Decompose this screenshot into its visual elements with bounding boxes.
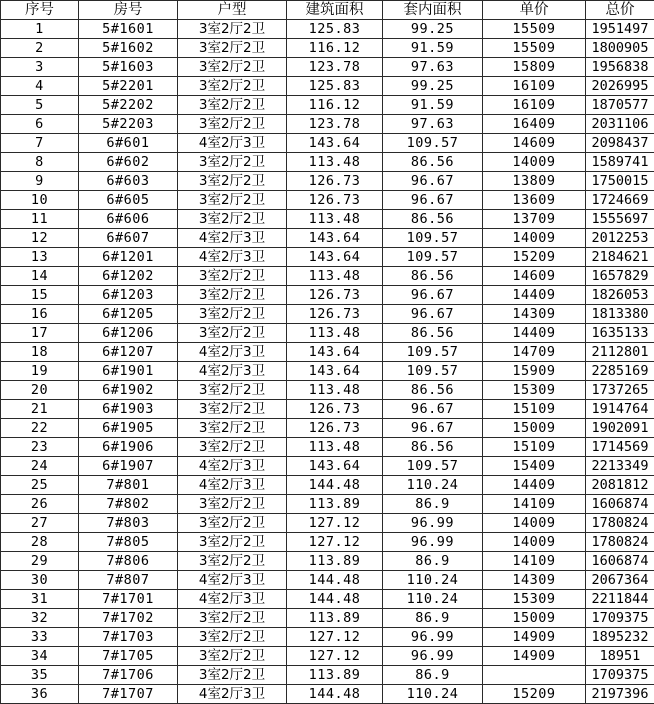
cell-inner-area: 99.25 <box>383 20 483 39</box>
cell-seq: 32 <box>1 609 79 628</box>
cell-total-price: 2197396 <box>586 685 654 704</box>
cell-unit-price: 15109 <box>483 438 586 457</box>
cell-total-price: 2067364 <box>586 571 654 590</box>
cell-inner-area: 110.24 <box>383 571 483 590</box>
cell-seq: 33 <box>1 628 79 647</box>
cell-layout: 4室2厅3卫 <box>178 362 287 381</box>
cell-building-area: 144.48 <box>287 590 383 609</box>
cell-room: 5#1601 <box>79 20 178 39</box>
cell-building-area: 123.78 <box>287 58 383 77</box>
cell-layout: 3室2厅2卫 <box>178 286 287 305</box>
cell-unit-price: 15509 <box>483 39 586 58</box>
cell-room: 7#1701 <box>79 590 178 609</box>
cell-unit-price: 14909 <box>483 647 586 666</box>
cell-seq: 7 <box>1 134 79 153</box>
cell-total-price: 2026995 <box>586 77 654 96</box>
cell-layout: 3室2厅2卫 <box>178 20 287 39</box>
cell-total-price: 1737265 <box>586 381 654 400</box>
cell-layout: 3室2厅2卫 <box>178 39 287 58</box>
cell-total-price: 1870577 <box>586 96 654 115</box>
cell-layout: 3室2厅2卫 <box>178 115 287 134</box>
cell-seq: 34 <box>1 647 79 666</box>
cell-seq: 23 <box>1 438 79 457</box>
cell-room: 6#1903 <box>79 400 178 419</box>
cell-layout: 3室2厅2卫 <box>178 419 287 438</box>
cell-inner-area: 86.56 <box>383 438 483 457</box>
cell-total-price: 1657829 <box>586 267 654 286</box>
cell-building-area: 113.48 <box>287 153 383 172</box>
cell-unit-price: 15009 <box>483 609 586 628</box>
cell-unit-price: 14309 <box>483 571 586 590</box>
cell-total-price: 2112801 <box>586 343 654 362</box>
cell-inner-area: 86.9 <box>383 609 483 628</box>
table-row <box>1 191 654 210</box>
cell-seq: 21 <box>1 400 79 419</box>
cell-room: 6#1201 <box>79 248 178 267</box>
cell-inner-area: 96.67 <box>383 305 483 324</box>
cell-layout: 3室2厅2卫 <box>178 77 287 96</box>
cell-layout: 3室2厅2卫 <box>178 172 287 191</box>
cell-seq: 3 <box>1 58 79 77</box>
cell-layout: 4室2厅3卫 <box>178 590 287 609</box>
cell-building-area: 143.64 <box>287 248 383 267</box>
cell-room: 6#601 <box>79 134 178 153</box>
table-row <box>1 514 654 533</box>
cell-inner-area: 86.56 <box>383 267 483 286</box>
table-row <box>1 438 654 457</box>
cell-layout: 4室2厅3卫 <box>178 343 287 362</box>
cell-inner-area: 86.9 <box>383 495 483 514</box>
cell-room: 7#806 <box>79 552 178 571</box>
cell-inner-area: 110.24 <box>383 590 483 609</box>
cell-inner-area: 99.25 <box>383 77 483 96</box>
table-row <box>1 39 654 58</box>
cell-total-price: 2081812 <box>586 476 654 495</box>
cell-layout: 3室2厅2卫 <box>178 267 287 286</box>
cell-seq: 10 <box>1 191 79 210</box>
cell-room: 5#1603 <box>79 58 178 77</box>
cell-total-price: 1724669 <box>586 191 654 210</box>
table-row <box>1 685 654 704</box>
cell-building-area: 116.12 <box>287 39 383 58</box>
cell-unit-price: 14109 <box>483 552 586 571</box>
cell-seq: 4 <box>1 77 79 96</box>
cell-seq: 36 <box>1 685 79 704</box>
table-row <box>1 305 654 324</box>
table-row <box>1 343 654 362</box>
cell-inner-area: 109.57 <box>383 134 483 153</box>
cell-layout: 3室2厅2卫 <box>178 191 287 210</box>
table-row <box>1 628 654 647</box>
cell-building-area: 113.48 <box>287 324 383 343</box>
cell-layout: 4室2厅3卫 <box>178 571 287 590</box>
cell-unit-price: 15209 <box>483 248 586 267</box>
cell-total-price: 1902091 <box>586 419 654 438</box>
cell-layout: 3室2厅2卫 <box>178 96 287 115</box>
cell-unit-price <box>483 666 586 685</box>
cell-room: 6#1205 <box>79 305 178 324</box>
cell-layout: 3室2厅2卫 <box>178 324 287 343</box>
table-header <box>1 1 654 20</box>
cell-seq: 1 <box>1 20 79 39</box>
cell-layout: 4室2厅3卫 <box>178 248 287 267</box>
cell-building-area: 113.48 <box>287 438 383 457</box>
cell-room: 5#1602 <box>79 39 178 58</box>
cell-seq: 8 <box>1 153 79 172</box>
cell-total-price: 1555697 <box>586 210 654 229</box>
header-room: 房号 <box>79 1 178 20</box>
table-row <box>1 58 654 77</box>
cell-layout: 3室2厅2卫 <box>178 609 287 628</box>
cell-inner-area: 86.9 <box>383 552 483 571</box>
table-row <box>1 457 654 476</box>
cell-unit-price: 13709 <box>483 210 586 229</box>
table-row <box>1 77 654 96</box>
cell-total-price: 1709375 <box>586 666 654 685</box>
cell-room: 7#1702 <box>79 609 178 628</box>
cell-room: 5#2202 <box>79 96 178 115</box>
cell-total-price: 1780824 <box>586 533 654 552</box>
cell-total-price: 1951497 <box>586 20 654 39</box>
cell-unit-price: 13609 <box>483 191 586 210</box>
cell-total-price: 2184621 <box>586 248 654 267</box>
cell-seq: 14 <box>1 267 79 286</box>
table-row <box>1 609 654 628</box>
table-row <box>1 20 654 39</box>
table-row <box>1 248 654 267</box>
cell-unit-price: 14909 <box>483 628 586 647</box>
cell-total-price: 1780824 <box>586 514 654 533</box>
cell-building-area: 127.12 <box>287 628 383 647</box>
cell-unit-price: 15109 <box>483 400 586 419</box>
cell-total-price: 1750015 <box>586 172 654 191</box>
cell-room: 7#807 <box>79 571 178 590</box>
cell-room: 7#803 <box>79 514 178 533</box>
cell-unit-price: 15509 <box>483 20 586 39</box>
cell-building-area: 113.48 <box>287 267 383 286</box>
cell-total-price: 1800905 <box>586 39 654 58</box>
cell-room: 7#1706 <box>79 666 178 685</box>
cell-seq: 29 <box>1 552 79 571</box>
cell-seq: 25 <box>1 476 79 495</box>
cell-building-area: 143.64 <box>287 343 383 362</box>
cell-seq: 24 <box>1 457 79 476</box>
cell-layout: 4室2厅3卫 <box>178 134 287 153</box>
cell-building-area: 144.48 <box>287 685 383 704</box>
cell-total-price: 1914764 <box>586 400 654 419</box>
cell-layout: 3室2厅2卫 <box>178 210 287 229</box>
cell-inner-area: 97.63 <box>383 58 483 77</box>
cell-total-price: 1635133 <box>586 324 654 343</box>
cell-building-area: 125.83 <box>287 20 383 39</box>
cell-seq: 2 <box>1 39 79 58</box>
cell-unit-price: 14409 <box>483 324 586 343</box>
cell-inner-area: 96.67 <box>383 286 483 305</box>
table-body <box>1 20 654 704</box>
cell-room: 7#1705 <box>79 647 178 666</box>
table-row <box>1 381 654 400</box>
cell-total-price: 1956838 <box>586 58 654 77</box>
cell-building-area: 113.48 <box>287 210 383 229</box>
cell-seq: 35 <box>1 666 79 685</box>
cell-room: 6#1206 <box>79 324 178 343</box>
cell-inner-area: 86.56 <box>383 324 483 343</box>
cell-seq: 31 <box>1 590 79 609</box>
cell-total-price: 1714569 <box>586 438 654 457</box>
cell-room: 5#2203 <box>79 115 178 134</box>
header-inner-area: 套内面积 <box>383 1 483 20</box>
table-row <box>1 96 654 115</box>
cell-inner-area: 96.67 <box>383 191 483 210</box>
cell-total-price: 18951 <box>586 647 654 666</box>
cell-room: 6#605 <box>79 191 178 210</box>
cell-building-area: 126.73 <box>287 305 383 324</box>
cell-total-price: 1606874 <box>586 495 654 514</box>
cell-unit-price: 16109 <box>483 77 586 96</box>
cell-inner-area: 110.24 <box>383 476 483 495</box>
cell-seq: 26 <box>1 495 79 514</box>
cell-seq: 28 <box>1 533 79 552</box>
cell-unit-price: 15409 <box>483 457 586 476</box>
header-building-area: 建筑面积 <box>287 1 383 20</box>
cell-room: 6#1203 <box>79 286 178 305</box>
cell-inner-area: 91.59 <box>383 39 483 58</box>
cell-seq: 17 <box>1 324 79 343</box>
table-row <box>1 229 654 248</box>
cell-room: 6#602 <box>79 153 178 172</box>
cell-building-area: 113.89 <box>287 495 383 514</box>
cell-total-price: 1606874 <box>586 552 654 571</box>
cell-inner-area: 96.67 <box>383 172 483 191</box>
cell-layout: 3室2厅2卫 <box>178 647 287 666</box>
cell-total-price: 1826053 <box>586 286 654 305</box>
cell-seq: 18 <box>1 343 79 362</box>
cell-building-area: 127.12 <box>287 514 383 533</box>
cell-building-area: 127.12 <box>287 533 383 552</box>
cell-building-area: 143.64 <box>287 362 383 381</box>
table-row <box>1 324 654 343</box>
table-row <box>1 286 654 305</box>
table-row <box>1 647 654 666</box>
cell-room: 6#1207 <box>79 343 178 362</box>
cell-room: 6#1902 <box>79 381 178 400</box>
cell-total-price: 2211844 <box>586 590 654 609</box>
cell-unit-price: 14109 <box>483 495 586 514</box>
cell-unit-price: 14409 <box>483 286 586 305</box>
table-row <box>1 153 654 172</box>
cell-inner-area: 86.9 <box>383 666 483 685</box>
cell-total-price: 2213349 <box>586 457 654 476</box>
cell-layout: 3室2厅2卫 <box>178 552 287 571</box>
cell-seq: 9 <box>1 172 79 191</box>
cell-building-area: 113.89 <box>287 552 383 571</box>
cell-building-area: 126.73 <box>287 286 383 305</box>
cell-unit-price: 15009 <box>483 419 586 438</box>
cell-room: 6#1905 <box>79 419 178 438</box>
table-row <box>1 533 654 552</box>
cell-total-price: 1895232 <box>586 628 654 647</box>
cell-seq: 15 <box>1 286 79 305</box>
cell-seq: 12 <box>1 229 79 248</box>
cell-unit-price: 14009 <box>483 533 586 552</box>
cell-room: 7#1707 <box>79 685 178 704</box>
cell-room: 6#607 <box>79 229 178 248</box>
cell-unit-price: 13809 <box>483 172 586 191</box>
cell-unit-price: 14009 <box>483 229 586 248</box>
table-row <box>1 419 654 438</box>
cell-layout: 4室2厅3卫 <box>178 685 287 704</box>
cell-seq: 16 <box>1 305 79 324</box>
cell-inner-area: 97.63 <box>383 115 483 134</box>
cell-seq: 30 <box>1 571 79 590</box>
cell-unit-price: 15309 <box>483 381 586 400</box>
cell-building-area: 143.64 <box>287 457 383 476</box>
cell-unit-price: 16109 <box>483 96 586 115</box>
cell-room: 6#1202 <box>79 267 178 286</box>
cell-layout: 3室2厅2卫 <box>178 305 287 324</box>
table-row <box>1 172 654 191</box>
cell-layout: 3室2厅2卫 <box>178 533 287 552</box>
table-row <box>1 552 654 571</box>
cell-layout: 3室2厅2卫 <box>178 628 287 647</box>
cell-inner-area: 109.57 <box>383 248 483 267</box>
cell-total-price: 2098437 <box>586 134 654 153</box>
cell-building-area: 143.64 <box>287 134 383 153</box>
cell-unit-price: 15209 <box>483 685 586 704</box>
cell-seq: 20 <box>1 381 79 400</box>
cell-unit-price: 14009 <box>483 153 586 172</box>
cell-room: 5#2201 <box>79 77 178 96</box>
cell-building-area: 144.48 <box>287 476 383 495</box>
cell-room: 6#606 <box>79 210 178 229</box>
cell-room: 7#805 <box>79 533 178 552</box>
cell-inner-area: 109.57 <box>383 362 483 381</box>
cell-inner-area: 96.67 <box>383 419 483 438</box>
cell-room: 7#801 <box>79 476 178 495</box>
cell-total-price: 1813380 <box>586 305 654 324</box>
header-layout: 户型 <box>178 1 287 20</box>
cell-layout: 3室2厅2卫 <box>178 153 287 172</box>
cell-total-price: 2012253 <box>586 229 654 248</box>
cell-unit-price: 14609 <box>483 134 586 153</box>
cell-layout: 3室2厅2卫 <box>178 514 287 533</box>
cell-layout: 4室2厅3卫 <box>178 229 287 248</box>
cell-building-area: 113.48 <box>287 381 383 400</box>
cell-seq: 13 <box>1 248 79 267</box>
cell-unit-price: 15309 <box>483 590 586 609</box>
cell-inner-area: 96.67 <box>383 400 483 419</box>
cell-inner-area: 86.56 <box>383 381 483 400</box>
cell-layout: 3室2厅2卫 <box>178 495 287 514</box>
cell-total-price: 1709375 <box>586 609 654 628</box>
cell-building-area: 123.78 <box>287 115 383 134</box>
table-row <box>1 210 654 229</box>
cell-building-area: 113.89 <box>287 609 383 628</box>
cell-seq: 5 <box>1 96 79 115</box>
cell-unit-price: 14609 <box>483 267 586 286</box>
cell-seq: 11 <box>1 210 79 229</box>
cell-inner-area: 86.56 <box>383 153 483 172</box>
cell-layout: 4室2厅3卫 <box>178 476 287 495</box>
cell-inner-area: 109.57 <box>383 229 483 248</box>
cell-seq: 6 <box>1 115 79 134</box>
cell-unit-price: 14309 <box>483 305 586 324</box>
cell-layout: 4室2厅3卫 <box>178 457 287 476</box>
cell-building-area: 125.83 <box>287 77 383 96</box>
table-row <box>1 571 654 590</box>
cell-room: 6#1907 <box>79 457 178 476</box>
cell-layout: 3室2厅2卫 <box>178 438 287 457</box>
cell-unit-price: 14709 <box>483 343 586 362</box>
table-row <box>1 400 654 419</box>
cell-unit-price: 16409 <box>483 115 586 134</box>
cell-inner-area: 110.24 <box>383 685 483 704</box>
cell-inner-area: 96.99 <box>383 647 483 666</box>
cell-total-price: 2031106 <box>586 115 654 134</box>
cell-seq: 27 <box>1 514 79 533</box>
cell-building-area: 126.73 <box>287 419 383 438</box>
cell-room: 6#1901 <box>79 362 178 381</box>
cell-room: 6#603 <box>79 172 178 191</box>
cell-seq: 19 <box>1 362 79 381</box>
cell-building-area: 143.64 <box>287 229 383 248</box>
table-row <box>1 476 654 495</box>
cell-seq: 22 <box>1 419 79 438</box>
header-row <box>1 1 654 20</box>
cell-inner-area: 86.56 <box>383 210 483 229</box>
cell-room: 6#1906 <box>79 438 178 457</box>
table-row <box>1 495 654 514</box>
table-row <box>1 115 654 134</box>
table-row <box>1 666 654 685</box>
cell-layout: 3室2厅2卫 <box>178 666 287 685</box>
cell-room: 7#802 <box>79 495 178 514</box>
header-total-price: 总价 <box>586 1 654 20</box>
cell-unit-price: 14409 <box>483 476 586 495</box>
cell-layout: 3室2厅2卫 <box>178 400 287 419</box>
cell-building-area: 127.12 <box>287 647 383 666</box>
cell-unit-price: 14009 <box>483 514 586 533</box>
table-row <box>1 362 654 381</box>
table-row <box>1 267 654 286</box>
cell-inner-area: 109.57 <box>383 457 483 476</box>
cell-total-price: 1589741 <box>586 153 654 172</box>
cell-total-price: 2285169 <box>586 362 654 381</box>
table-row <box>1 590 654 609</box>
header-seq: 序号 <box>1 1 79 20</box>
cell-inner-area: 109.57 <box>383 343 483 362</box>
cell-building-area: 126.73 <box>287 172 383 191</box>
header-unit-price: 单价 <box>483 1 586 20</box>
cell-building-area: 126.73 <box>287 191 383 210</box>
cell-inner-area: 96.99 <box>383 514 483 533</box>
table-row <box>1 134 654 153</box>
cell-building-area: 144.48 <box>287 571 383 590</box>
cell-unit-price: 15909 <box>483 362 586 381</box>
cell-inner-area: 96.99 <box>383 533 483 552</box>
cell-building-area: 113.89 <box>287 666 383 685</box>
cell-inner-area: 91.59 <box>383 96 483 115</box>
cell-building-area: 116.12 <box>287 96 383 115</box>
cell-layout: 3室2厅2卫 <box>178 58 287 77</box>
cell-building-area: 126.73 <box>287 400 383 419</box>
cell-unit-price: 15809 <box>483 58 586 77</box>
cell-inner-area: 96.99 <box>383 628 483 647</box>
cell-room: 7#1703 <box>79 628 178 647</box>
cell-layout: 3室2厅2卫 <box>178 381 287 400</box>
